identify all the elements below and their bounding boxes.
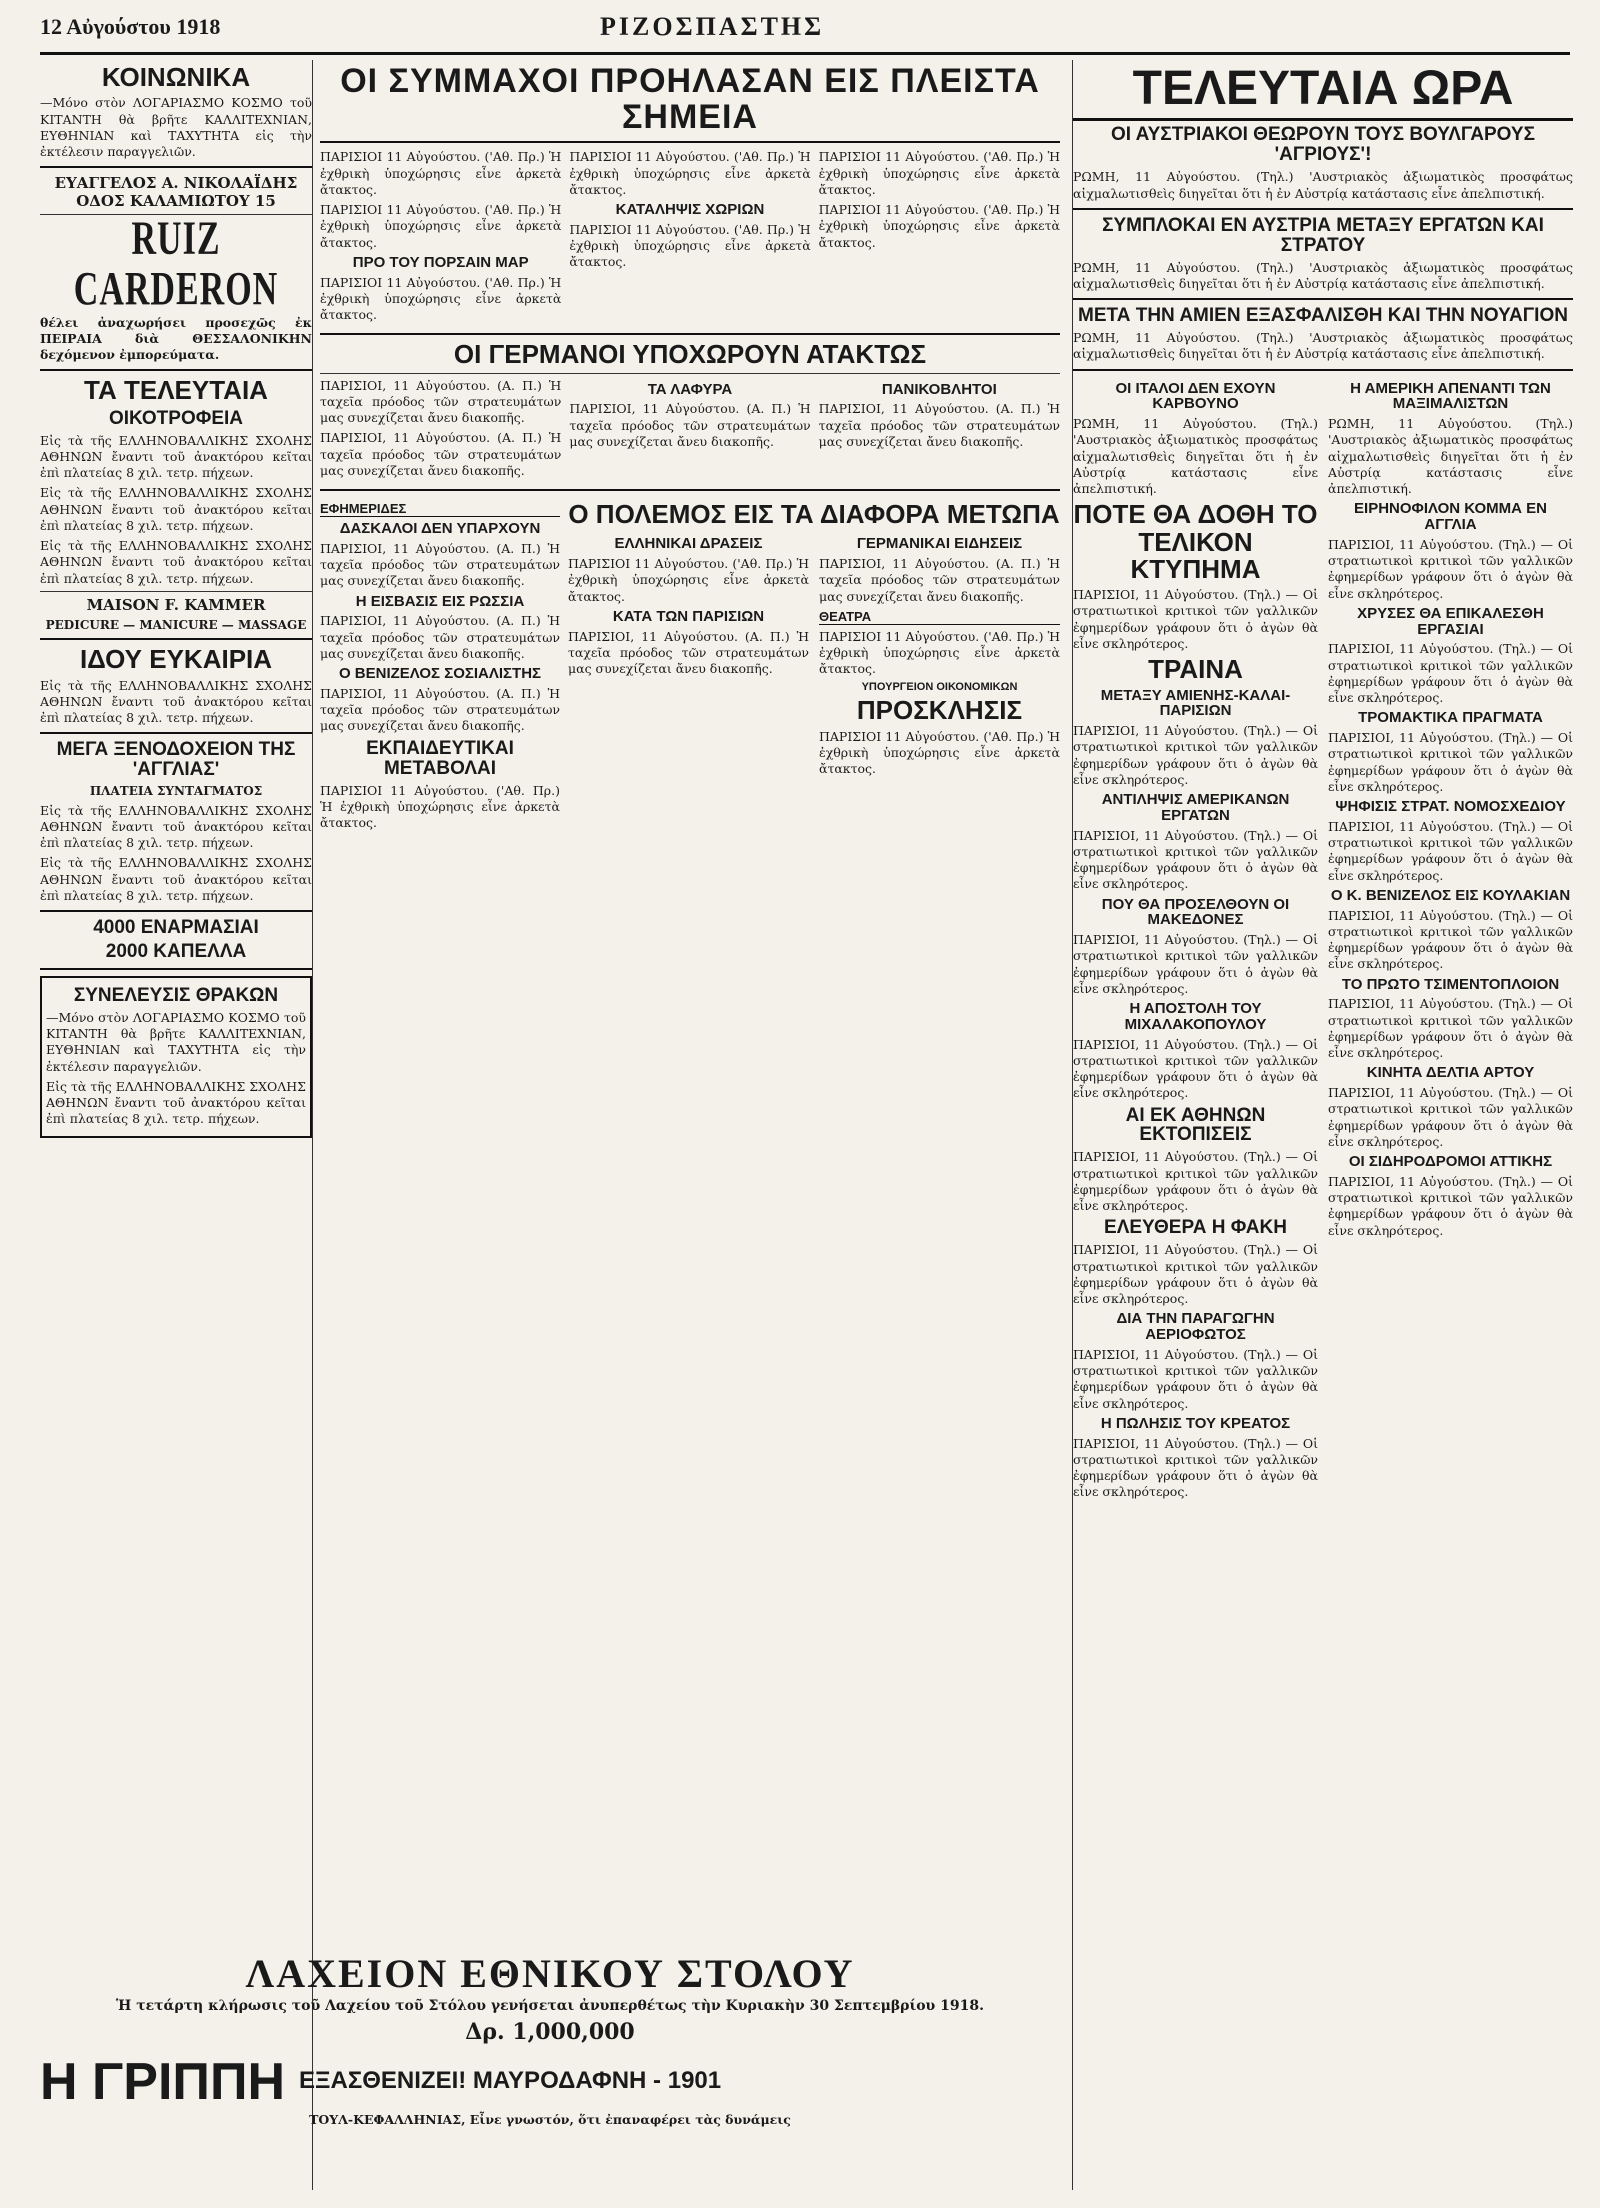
austriakoi-text: ΡΩΜΗ, 11 Αὐγούστου. (Τηλ.) 'Αυστριακὸς ἀξιωματικὸς προσφάτως αἰχμαλωτισθεὶς διηγεῖται ὅτι ἡ ἐν Αὐστρίᾳ κατάστασις εἶνε ἀπελπιστική. [1073, 169, 1573, 201]
bottom-ads [40, 1950, 1060, 2170]
lafyra-heading: ΤΑ ΛΑΦΥΡΑ [647, 380, 733, 398]
kapella-ad: 2000 ΚΑΠΕΛΛΑ [105, 941, 247, 963]
tromaktika-heading: ΤΡΟΜΑΚΤΙΚΑ ΠΡΑΓΜΑΤΑ [1358, 709, 1543, 727]
main-text: ΠΑΡΙΣΙΟΙ 11 Αὐγούστου. ('Αθ. Πρ.) Ἡ ἐχθρικὴ ὑποχώρησις εἶνε ἀρκετὰ ἄτακτος. [320, 149, 562, 197]
makedones-heading: ΠΟΥ ΘΑ ΠΡΟΣΕΛΘΟΥΝ ΟΙ ΜΑΚΕΔΟΝΕΣ [1101, 895, 1290, 929]
grippi-title: Η ΓΡΙΠΠΗ [40, 2052, 286, 2111]
theatra-text: ΠΑΡΙΣΙΟΙ 11 Αὐγούστου. ('Αθ. Πρ.) Ἡ ἐχθρικὴ ὑποχώρησις εἶνε ἀρκετὰ ἄτακτος. [819, 628, 1060, 677]
psifisis-text: ΠΑΡΙΣΙΟΙ, 11 Αὐγούστου. (Τηλ.) — Οἱ στρατιωτικοὶ κριτικοὶ τῶν γαλλικῶν ἐφημερίδων γράφουν ὅτι ὁ ἀγὼν θὰ εἶνε σκληρότερος. [1328, 818, 1573, 883]
kata-parisi-text: ΠΑΡΙΣΙΟΙ, 11 Αὐγούστου. (Α. Π.) Ἡ ταχεῖα πρόοδος τῶν στρατευμάτων μας συνεχίζεται ἄνευ διακοπῆς. [568, 628, 809, 677]
porsain-text: ΠΑΡΙΣΙΟΙ 11 Αὐγούστου. ('Αθ. Πρ.) Ἡ ἐχθρικὴ ὑποχώρησις εἶνε ἀρκετὰ ἄτακτος. [320, 274, 562, 323]
lottery-prize: Δρ. 1,000,000 [465, 2019, 635, 2046]
xenodoxeion-heading: ΜΕΓΑ ΞΕΝΟΔΟΧΕΙΟΝ ΤΗΣ 'ΑΓΓΛΙΑΣ' [56, 739, 296, 781]
mixalakopoulos-text: ΠΑΡΙΣΙΟΙ, 11 Αὐγούστου. (Τηλ.) — Οἱ στρατιωτικοὶ κριτικοὶ τῶν γαλλικῶν ἐφημερίδων γράφουν ὅτι ὁ ἀγὼν θὰ εἶνε σκληρότερος. [1073, 1036, 1318, 1101]
amien-heading: ΜΕΤΑ ΤΗΝ ΑΜΙΕΝ ΕΞΑΣΦΑΛΙΣΘΗ ΚΑΙ ΤΗΝ ΝΟΥΑΓΙΟΝ [1078, 305, 1568, 327]
eirinofilon-text: ΠΑΡΙΣΙΟΙ, 11 Αὐγούστου. (Τηλ.) — Οἱ στρατιωτικοὶ κριτικοὶ τῶν γαλλικῶν ἐφημερίδων γράφουν ὅτι ὁ ἀγὼν θὰ εἶνε σκληρότερος. [1328, 536, 1573, 601]
eukairia-heading: ΙΔΟΥ ΕΥΚΑΙΡΙΑ [79, 644, 273, 675]
kammer-ad: MAISON F. KAMMER [86, 595, 266, 614]
epikentrisi-text: ΠΑΡΙΣΙΟΙ, 11 Αὐγούστου. (Τηλ.) — Οἱ στρατιωτικοὶ κριτικοὶ τῶν γαλλικῶν ἐφημερίδων γράφουν ὅτι ὁ ἀγὼν θὰ εἶνε σκληρότερος. [1328, 641, 1573, 706]
prosklisis-heading: ΠΡΟΣΚΛΗΣΙΣ [856, 695, 1023, 726]
antilipsis-heading: ΑΝΤΙΛΗΨΙΣ ΑΜΕΡΙΚΑΝΩΝ ΕΡΓΑΤΩΝ [1101, 791, 1290, 824]
germanikai-heading: ΓΕΡΜΑΝΙΚΑΙ ΕΙΔΗΣΕΙΣ [856, 535, 1023, 553]
eukairia-text: Εἰς τὰ τῆς ΕΛΛΗΝΟΒΑΛΛΙΚΗΣ ΣΧΟΛΗΣ ΑΘΗΝΩΝ ἔναντι τοῦ ἀνακτόρου κεῖται ἐπὶ πλατείας 8 χιλ. τετρ. πήχεων. [40, 677, 312, 726]
grippi-sub: ΕΞΑΣΘΕΝΙΖΕΙ! ΜΑΥΡΟΔΑΦΝΗ - 1901 [299, 2067, 722, 2095]
ellinikai-text: ΠΑΡΙΣΙΟΙ 11 Αὐγούστου. ('Αθ. Πρ.) Ἡ ἐχθρικὴ ὑποχώρησις εἶνε ἀρκετὰ ἄτακτος. [568, 556, 809, 604]
venizelos-text: ΠΑΡΙΣΙΟΙ, 11 Αὐγούστου. (Α. Π.) Ἡ ταχεῖα πρόοδος τῶν στρατευμάτων μας συνεχίζεται ἄνευ διακοπῆς. [320, 685, 560, 734]
xenodoxeion-sub: ΠΛΑΤΕΙΑ ΣΥΝΤΑΓΜΑΤΟΣ [89, 784, 263, 799]
ekpatrisis-heading: ΑΙ ΕΚ ΑΘΗΝΩΝ ΕΚΤΟΠΙΣΕΙΣ [1125, 1104, 1266, 1146]
main-text-2: ΠΑΡΙΣΙΟΙ 11 Αὐγούστου. ('Αθ. Πρ.) Ἡ ἐχθρικὴ ὑποχώρησις εἶνε ἀρκετὰ ἄτακτος. [320, 202, 562, 250]
polisis-text: ΠΑΡΙΣΙΟΙ, 11 Αὐγούστου. (Τηλ.) — Οἱ στρατιωτικοὶ κριτικοὶ τῶν γαλλικῶν ἐφημερίδων γράφουν ὅτι ὁ ἀγὼν θὰ εἶνε σκληρότερος. [1073, 1435, 1318, 1500]
makedones-text: ΠΑΡΙΣΙΟΙ, 11 Αὐγούστου. (Τηλ.) — Οἱ στρατιωτικοὶ κριτικοὶ τῶν γαλλικῶν ἐφημερίδων γράφουν ὅτι ὁ ἀγὼν θὰ εἶνε σκληρότερος. [1073, 932, 1318, 996]
syneleusis-heading: ΣΥΝΕΛΕΥΣΙΣ ΘΡΑΚΩΝ [73, 984, 279, 1006]
thalassia-heading: ΤΟ ΠΡΩΤΟ ΤΣΙΜΕΝΤΟΠΛΟΙΟΝ [1341, 975, 1560, 993]
italoi-text: ΡΩΜΗ, 11 Αὐγούστου. (Τηλ.) 'Αυστριακὸς ἀξιωματικὸς προσφάτως αἰχμαλωτισθεὶς διηγεῖται ὅτι ἡ ἐν Αὐστρίᾳ κατάστασις εἶνε ἀπελπιστική. [1073, 416, 1318, 497]
lottery-text: Ἡ τετάρτη κλήρωσις τοῦ Λαχείου τοῦ Στόλου γενήσεται ἀνυπερθέτως τὴν Κυριακὴν 30 Σεπτεμβρίου 1918. [116, 1998, 984, 2014]
german-headline: ΟΙ ΓΕΡΜΑΝΟΙ ΥΠΟΧΩΡΟΥΝ ΑΤΑΚΤΩΣ [453, 339, 927, 370]
ekpatrisis-text: ΠΑΡΙΣΙΟΙ, 11 Αὐγούστου. (Τηλ.) — Οἱ στρατιωτικοὶ κριτικοὶ τῶν γαλλικῶν ἐφημερίδων γράφουν ὅτι ὁ ἀγὼν θὰ εἶνε σκληρότερος. [1073, 1149, 1318, 1214]
oikotrofeia-text-2: Εἰς τὰ τῆς ΕΛΛΗΝΟΒΑΛΛΙΚΗΣ ΣΧΟΛΗΣ ΑΘΗΝΩΝ ἔναντι τοῦ ἀνακτόρου κεῖται ἐπὶ πλατείας 8 χιλ. τετρ. πήχεων. [40, 485, 312, 533]
main-text-5: ΠΑΡΙΣΙΟΙ 11 Αὐγούστου. ('Αθ. Πρ.) Ἡ ἐχθρικὴ ὑποχώρησις εἶνε ἀρκετὰ ἄτακτος. [818, 202, 1060, 250]
last-hour-title: ΤΕΛΕΥΤΑΙΑ ΩΡΑ [1073, 64, 1573, 121]
mixalakopoulos-heading: Η ΑΠΟΣΤΟΛΗ ΤΟΥ ΜΙΧΑΛΑΚΟΠΟΥΛΟΥ [1124, 1000, 1267, 1033]
antilipsis-text: ΠΑΡΙΣΙΟΙ, 11 Αὐγούστου. (Τηλ.) — Οἱ στρατιωτικοὶ κριτικοὶ τῶν γαλλικῶν ἐφημερίδων γράφουν ὅτι ὁ ἀγὼν θὰ εἶνε σκληρότερος. [1073, 827, 1318, 892]
kammer-ad-sub: PEDICURE — MANICURE — MASSAGE [45, 617, 307, 632]
koinonika-text: —Μόνο στὸν ΛΟΓΑΡΙΑΣΜΟ ΚΟΣΜΟ τοῦ ΚΙΤΑΝΤΗ θὰ βρῆτε ΚΑΛΛΙΤΕΧΝΙΑΝ, ΕΥΘΗΝΙΑΝ καὶ ΤΑΧΥΤΗΤΑ εἰς τὴν ἐκτέλεσιν παραγγελιῶν. [40, 95, 312, 160]
thalassia-text: ΠΑΡΙΣΙΟΙ, 11 Αὐγούστου. (Τηλ.) — Οἱ στρατιωτικοὶ κριτικοὶ τῶν γαλλικῶν ἐφημερίδων γράφουν ὅτι ὁ ἀγὼν θὰ εἶνε σκληρότερος. [1328, 996, 1573, 1061]
ellinikai-heading: ΕΛΛΗΝΙΚΑΙ ΔΡΑΣΕΙΣ [614, 535, 763, 553]
ameriki-heading: Η ΑΜΕΡΙΚΗ ΑΠΕΝΑΝΤΙ ΤΩΝ ΜΑΞΙΜΑΛΙΣΤΩΝ [1350, 379, 1551, 413]
ypourgeion-heading: ΥΠΟΥΡΓΕΙΟΝ ΟΙΚΟΝΟΜΙΚΩΝ [861, 680, 1018, 693]
grippi-foot: ΤΟΥΛ-ΚΕΦΑΛΛΗΝΙΑΣ, Εἶνε γνωστόν, ὅτι ἐπαναφέρει τὰς δυνάμεις [309, 2111, 791, 2127]
eirinofilon-heading: ΕΙΡΗΝΟΦΙΛΟΝ ΚΟΜΜΑ ΕΝ ΑΓΓΛΙΑ [1354, 500, 1547, 534]
issue-date: 12 Αὐγούστου 1918 [40, 14, 221, 39]
koinonika-heading: ΚΟΙΝΩΝΙΚΑ [101, 62, 251, 92]
ruiz-ad-title: RUIZ CARDERON [73, 213, 279, 316]
kinita-text: ΠΑΡΙΣΙΟΙ, 11 Αὐγούστου. (Τηλ.) — Οἱ στρατιωτικοὶ κριτικοὶ τῶν γαλλικῶν ἐφημερίδων γράφουν ὅτι ὁ ἀγὼν θὰ εἶνε σκληρότερος. [1328, 1085, 1573, 1149]
eleuthera-text: ΠΑΡΙΣΙΟΙ, 11 Αὐγούστου. (Τηλ.) — Οἱ στρατιωτικοὶ κριτικοὶ τῶν γαλλικῶν ἐφημερίδων γράφουν ὅτι ὁ ἀγὼν θὰ εἶνε σκληρότερος. [1073, 1242, 1318, 1307]
left-column [40, 60, 313, 2190]
nikolaidis-ad: ΕΥΑΓΓΕΛΟΣ Α. ΝΙΚΟΛΑΪΔΗΣ ΟΔΟΣ ΚΑΛΑΜΙΩΤΟΥ 15 [54, 174, 298, 211]
pote-text: ΠΑΡΙΣΙΟΙ, 11 Αὐγούστου. (Τηλ.) — Οἱ στρατιωτικοὶ κριτικοὶ τῶν γαλλικῶν ἐφημερίδων γράφουν ὅτι ὁ ἀγὼν θὰ εἶνε σκληρότερος. [1073, 587, 1318, 651]
middle-columns [320, 60, 1060, 2190]
main-headline: ΟΙ ΣΥΜΜΑΧΟΙ ΠΡΟΗΛΑΣΑΝ ΕΙΣ ΠΛΕΙΣΤΑ ΣΗΜΕΙΑ [340, 62, 1040, 136]
german-text: ΠΑΡΙΣΙΟΙ, 11 Αὐγούστου. (Α. Π.) Ἡ ταχεῖα πρόοδος τῶν στρατευμάτων μας συνεχίζεται ἄνευ διακοπῆς. [320, 377, 562, 426]
grippi-ad [40, 2052, 1060, 2112]
oikotrofeia-heading: ΟΙΚΟΤΡΟΦΕΙΑ [108, 407, 243, 429]
venizelos-koulakia-text: ΠΑΡΙΣΙΟΙ, 11 Αὐγούστου. (Τηλ.) — Οἱ στρατιωτικοὶ κριτικοὶ τῶν γαλλικῶν ἐφημερίδων γράφουν ὅτι ὁ ἀγὼν θὰ εἶνε σκληρότερος. [1328, 907, 1573, 972]
kinita-heading: ΚΙΝΗΤΑ ΔΕΛΤΙΑ ΑΡΤΟΥ [1366, 1064, 1535, 1082]
daskaloi-text: ΠΑΡΙΣΙΟΙ, 11 Αὐγούστου. (Α. Π.) Ἡ ταχεῖα πρόοδος τῶν στρατευμάτων μας συνεχίζεται ἄνευ διακοπῆς. [320, 540, 560, 589]
ameriki-text: ΡΩΜΗ, 11 Αὐγούστου. (Τηλ.) 'Αυστριακὸς ἀξιωματικὸς προσφάτως αἰχμαλωτισθεὶς διηγεῖται ὅτι ἡ ἐν Αὐστρίᾳ κατάστασις εἶνε ἀπελπιστική. [1328, 416, 1573, 497]
amien-text: ΡΩΜΗ, 11 Αὐγούστου. (Τηλ.) 'Αυστριακὸς ἀξιωματικὸς προσφάτως αἰχμαλωτισθεὶς διηγεῖται ὅτι ἡ ἐν Αὐστρίᾳ κατάστασις εἶνε ἀπελπιστική. [1073, 330, 1573, 362]
aeriofoto-text: ΠΑΡΙΣΙΟΙ, 11 Αὐγούστου. (Τηλ.) — Οἱ στρατιωτικοὶ κριτικοὶ τῶν γαλλικῶν ἐφημερίδων γράφουν ὅτι ὁ ἀγὼν θὰ εἶνε σκληρότερος. [1073, 1346, 1318, 1411]
katalipsis-heading: ΚΑΤΑΛΗΨΙΣ ΧΩΡΙΩΝ [615, 201, 765, 219]
panikovlitoi-text: ΠΑΡΙΣΙΟΙ, 11 Αὐγούστου. (Α. Π.) Ἡ ταχεῖα πρόοδος τῶν στρατευμάτων μας συνεχίζεται ἄνευ διακοπῆς. [818, 401, 1060, 449]
symplokai-text: ΡΩΜΗ, 11 Αὐγούστου. (Τηλ.) 'Αυστριακὸς ἀξιωματικὸς προσφάτως αἰχμαλωτισθεὶς διηγεῖται ὅτι ἡ ἐν Αὐστρίᾳ κατάστασις εἶνε ἀπελπιστική. [1073, 259, 1573, 291]
katalipsis-text: ΠΑΡΙΣΙΟΙ 11 Αὐγούστου. ('Αθ. Πρ.) Ἡ ἐχθρικὴ ὑποχώρησις εἶνε ἀρκετὰ ἄτακτος. [569, 221, 811, 270]
italoi-heading: ΟΙ ΙΤΑΛΟΙ ΔΕΝ ΕΧΟΥΝ ΚΑΡΒΟΥΝΟ [1115, 379, 1276, 413]
eisvasis-text: ΠΑΡΙΣΙΟΙ, 11 Αὐγούστου. (Α. Π.) Ἡ ταχεῖα πρόοδος τῶν στρατευμάτων μας συνεχίζεται ἄνευ διακοπῆς. [320, 613, 560, 661]
tromaktika-text: ΠΑΡΙΣΙΟΙ, 11 Αὐγούστου. (Τηλ.) — Οἱ στρατιωτικοὶ κριτικοὶ τῶν γαλλικῶν ἐφημερίδων γράφουν ὅτι ὁ ἀγὼν θὰ εἶνε σκληρότερος. [1328, 730, 1573, 794]
enarmasiai-ad: 4000 ΕΝΑΡΜΑΣΙΑΙ [93, 917, 259, 939]
masthead [40, 8, 1570, 55]
psifisis-heading: ΨΗΦΙΣΙΣ ΣΤΡΑΤ. ΝΟΜΟΣΧΕΔΙΟΥ [1335, 798, 1566, 816]
porsain-heading: ΠΡΟ ΤΟΥ ΠΟΡΣΑΙΝ ΜΑΡ [352, 253, 529, 271]
teleftaia-heading: ΤΑ ΤΕΛΕΥΤΑΙΑ [84, 375, 268, 406]
venizelos-heading: Ο ΒΕΝΙΖΕΛΟΣ ΣΟΣΙΑΛΙΣΤΗΣ [338, 665, 542, 683]
aeriofoto-heading: ΔΙΑ ΤΗΝ ΠΑΡΑΓΩΓΗΝ ΑΕΡΙΟΦΩΤΟΣ [1116, 1310, 1275, 1344]
traina-text: ΠΑΡΙΣΙΟΙ, 11 Αὐγούστου. (Τηλ.) — Οἱ στρατιωτικοὶ κριτικοὶ τῶν γαλλικῶν ἐφημερίδων γράφουν ὅτι ὁ ἀγὼν θὰ εἶνε σκληρότερος. [1073, 723, 1318, 787]
xenodoxeion-text: Εἰς τὰ τῆς ΕΛΛΗΝΟΒΑΛΛΙΚΗΣ ΣΧΟΛΗΣ ΑΘΗΝΩΝ ἔναντι τοῦ ἀνακτόρου κεῖται ἐπὶ πλατείας 8 χιλ. τετρ. πήχεων. [40, 802, 312, 851]
ruiz-ad-text: θέλει ἀναχωρήσει προσεχῶς ἐκ ΠΕΙΡΑΙΑ διὰ ΘΕΣΣΑΛΟΝΙΚΗΝ δεχόμενον ἐμπορεύματα. [40, 314, 312, 363]
oikotrofeia-text-3: Εἰς τὰ τῆς ΕΛΛΗΝΟΒΑΛΛΙΚΗΣ ΣΧΟΛΗΣ ΑΘΗΝΩΝ ἔναντι τοῦ ἀνακτόρου κεῖται ἐπὶ πλατείας 8 χιλ. τετρ. πήχεων. [40, 538, 312, 586]
venizelos-koulakia-heading: Ο Κ. ΒΕΝΙΖΕΛΟΣ ΕΙΣ ΚΟΥΛΑΚΙΑΝ [1330, 886, 1571, 904]
main-text-4: ΠΑΡΙΣΙΟΙ 11 Αὐγούστου. ('Αθ. Πρ.) Ἡ ἐχθρικὴ ὑποχώρησις εἶνε ἀρκετὰ ἄτακτος. [818, 149, 1060, 197]
daskaloi-heading: ΔΑΣΚΑΛΟΙ ΔΕΝ ΥΠΑΡΧΟΥΝ [339, 520, 541, 538]
polisis-heading: Η ΠΩΛΗΣΙΣ ΤΟΥ ΚΡΕΑΤΟΣ [1100, 1414, 1291, 1432]
sidirodromoi-heading: ΟΙ ΣΙΔΗΡΟΔΡΟΜΟΙ ΑΤΤΙΚΗΣ [1348, 1153, 1553, 1171]
ekpaideutikai-heading: ΕΚΠΑΙΔΕΥΤΙΚΑΙ ΜΕΤΑΒΟΛΑΙ [366, 737, 514, 779]
syneleusis-text-2: Εἰς τὰ τῆς ΕΛΛΗΝΟΒΑΛΛΙΚΗΣ ΣΧΟΛΗΣ ΑΘΗΝΩΝ ἔναντι τοῦ ἀνακτόρου κεῖται ἐπὶ πλατείας 8 χιλ. τετρ. πήχεων. [46, 1078, 306, 1127]
german-text-2: ΠΑΡΙΣΙΟΙ, 11 Αὐγούστου. (Α. Π.) Ἡ ταχεῖα πρόοδος τῶν στρατευμάτων μας συνεχίζεται ἄνευ διακοπῆς. [320, 430, 562, 478]
eleuthera-heading: ΕΛΕΥΘΕΡΑ Η ΦΑΚΗ [1104, 1217, 1287, 1239]
polemos-headline: Ο ΠΟΛΕΜΟΣ ΕΙΣ ΤΑ ΔΙΑΦΟΡΑ ΜΕΤΩΠΑ [568, 499, 1060, 530]
lafyra-text: ΠΑΡΙΣΙΟΙ, 11 Αὐγούστου. (Α. Π.) Ἡ ταχεῖα πρόοδος τῶν στρατευμάτων μας συνεχίζεται ἄνευ διακοπῆς. [569, 401, 811, 449]
lottery-title: ΛΑΧΕΙΟΝ ΕΘΝΙΚΟΥ ΣΤΟΛΟΥ [245, 1951, 855, 1996]
traina-sub: ΜΕΤΑΞΥ ΑΜΙΕΝΗΣ-ΚΑΛΑΙ-ΠΑΡΙΣΙΩΝ [1100, 686, 1291, 720]
traina-heading: ΤΡΑΙΝΑ [1148, 654, 1243, 685]
oikotrofeia-text: Εἰς τὰ τῆς ΕΛΛΗΝΟΒΑΛΛΙΚΗΣ ΣΧΟΛΗΣ ΑΘΗΝΩΝ ἔναντι τοῦ ἀνακτόρου κεῖται ἐπὶ πλατείας 8 χιλ. τετρ. πήχεων. [40, 432, 312, 481]
theatra-heading: ΘΕΑΤΡΑ [819, 609, 1060, 625]
pote-heading: ΠΟΤΕ ΘΑ ΔΟΘΗ ΤΟ ΤΕΛΙΚΟΝ ΚΤΥΠΗΜΑ [1073, 499, 1318, 584]
kata-parisi-heading: ΚΑΤΑ ΤΩΝ ΠΑΡΙΣΙΩΝ [612, 607, 765, 625]
main-text-3: ΠΑΡΙΣΙΟΙ 11 Αὐγούστου. ('Αθ. Πρ.) Ἡ ἐχθρικὴ ὑποχώρησις εἶνε ἀρκετὰ ἄτακτος. [569, 149, 811, 197]
xenodoxeion-text-2: Εἰς τὰ τῆς ΕΛΛΗΝΟΒΑΛΛΙΚΗΣ ΣΧΟΛΗΣ ΑΘΗΝΩΝ ἔναντι τοῦ ἀνακτόρου κεῖται ἐπὶ πλατείας 8 χιλ. τετρ. πήχεων. [40, 855, 312, 903]
eisvasis-heading: Η ΕΙΣΒΑΣΙΣ ΕΙΣ ΡΩΣΣΙΑ [355, 592, 525, 610]
prosklisis-text: ΠΑΡΙΣΙΟΙ 11 Αὐγούστου. ('Αθ. Πρ.) Ἡ ἐχθρικὴ ὑποχώρησις εἶνε ἀρκετὰ ἄτακτος. [819, 728, 1060, 777]
efimerides-heading: ΕΦΗΜΕΡΙΔΕΣ [320, 501, 560, 517]
panikovlitoi-heading: ΠΑΝΙΚΟΒΛΗΤΟΙ [881, 380, 997, 398]
austriakoi-heading: ΟΙ ΑΥΣΤΡΙΑΚΟΙ ΘΕΩΡΟΥΝ ΤΟΥΣ ΒΟΥΛΓΑΡΟΥΣ 'ΑΓΡΙΟΥΣ'! [1111, 124, 1535, 166]
paper-title: ΡΙΖΟΣΠΑΣΤΗΣ [600, 12, 825, 41]
ekpaideutikai-text: ΠΑΡΙΣΙΟΙ 11 Αὐγούστου. ('Αθ. Πρ.) Ἡ ἐχθρικὴ ὑποχώρησις εἶνε ἀρκετὰ ἄτακτος. [320, 782, 560, 831]
syneleusis-text: —Μόνο στὸν ΛΟΓΑΡΙΑΣΜΟ ΚΟΣΜΟ τοῦ ΚΙΤΑΝΤΗ θὰ βρῆτε ΚΑΛΛΙΤΕΧΝΙΑΝ, ΕΥΘΗΝΙΑΝ καὶ ΤΑΧΥΤΗΤΑ εἰς τὴν ἐκτέλεσιν παραγγελιῶν. [46, 1009, 306, 1074]
right-column [1072, 60, 1573, 2190]
sidirodromoi-text: ΠΑΡΙΣΙΟΙ, 11 Αὐγούστου. (Τηλ.) — Οἱ στρατιωτικοὶ κριτικοὶ τῶν γαλλικῶν ἐφημερίδων γράφουν ὅτι ὁ ἀγὼν θὰ εἶνε σκληρότερος. [1328, 1173, 1573, 1238]
epikentrisi-heading: ΧΡΥΣΕΣ ΘΑ ΕΠΙΚΑΛΕΣΘΗ ΕΡΓΑΣΙΑΙ [1357, 604, 1544, 638]
symplokai-heading: ΣΥΜΠΛΟΚΑΙ ΕΝ ΑΥΣΤΡΙΑ ΜΕΤΑΞΥ ΕΡΓΑΤΩΝ ΚΑΙ ΣΤΡΑΤΟΥ [1102, 214, 1544, 256]
germanikai-text: ΠΑΡΙΣΙΟΙ, 11 Αὐγούστου. (Α. Π.) Ἡ ταχεῖα πρόοδος τῶν στρατευμάτων μας συνεχίζεται ἄνευ διακοπῆς. [819, 556, 1060, 604]
